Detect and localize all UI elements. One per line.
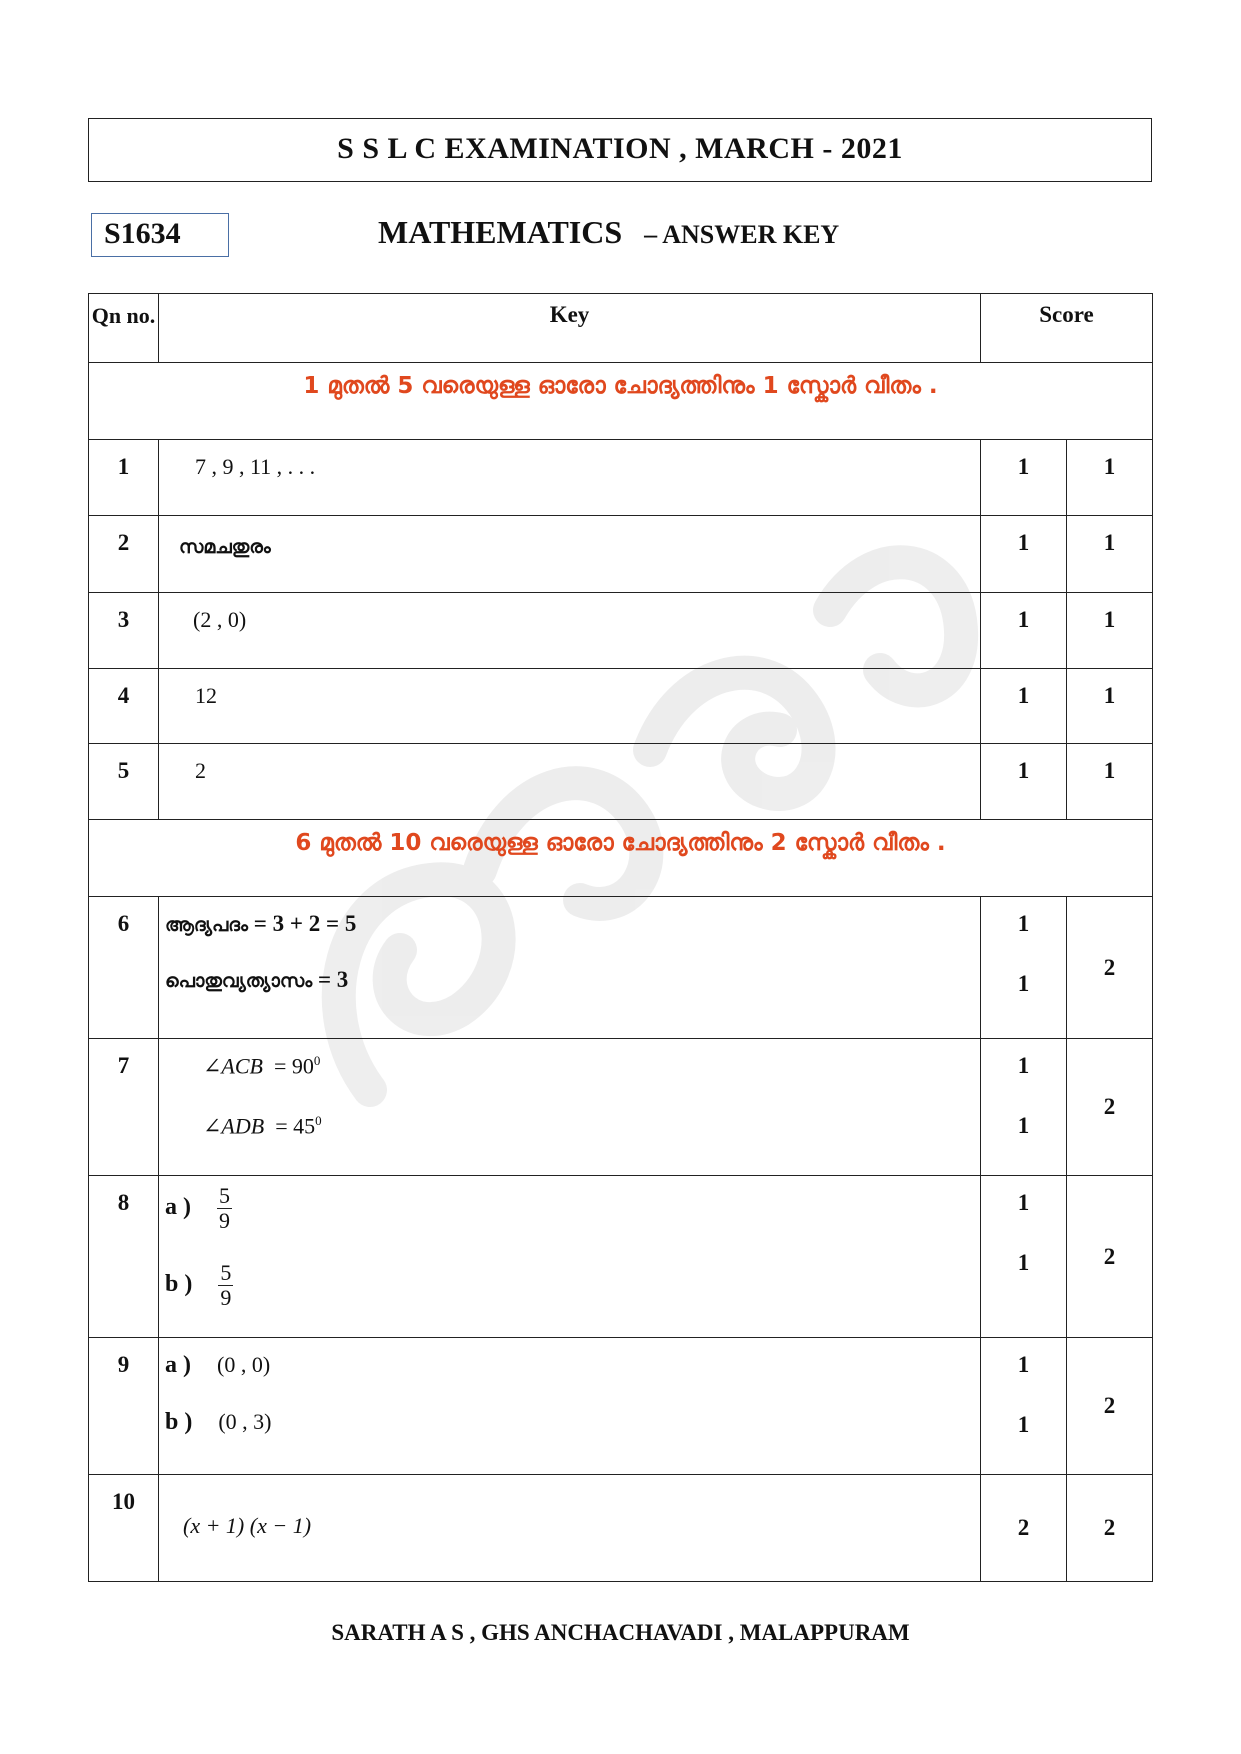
score-mark: 1	[981, 744, 1067, 820]
term-value: = 3 + 2 = 5	[248, 911, 357, 936]
answer-key-table	[88, 293, 1153, 1582]
table-row	[89, 1475, 1153, 1582]
score-total: 2	[1067, 1475, 1153, 1582]
angle-label: ∠ACB	[203, 1053, 263, 1079]
question-number: 10	[89, 1475, 159, 1582]
question-number: 4	[89, 669, 159, 744]
part-label: b )	[165, 1270, 193, 1297]
question-number: 6	[89, 897, 159, 1039]
part-label: a )	[165, 1193, 191, 1220]
fraction: $\frac{5}{9}$	[219, 1183, 230, 1233]
score-total: 2	[1067, 897, 1153, 1039]
degree-mark: 0	[315, 1113, 322, 1129]
table-row	[89, 1176, 1153, 1338]
score-mark: 1	[1017, 1190, 1030, 1215]
angle-label: ∠ADB	[203, 1113, 265, 1139]
question-number: 2	[89, 516, 159, 593]
header-key: Key	[159, 294, 981, 363]
question-number: 9	[89, 1338, 159, 1475]
score-mark: 1	[981, 669, 1067, 744]
difference-label: പൊതുവ്യത്യാസം	[165, 970, 313, 992]
term-label: ആദ്യപദം	[165, 914, 248, 936]
section-instruction: 1 മുതൽ 5 വരെയുള്ള ഓരോ ചോദ്യത്തിനും 1 സ്കോർ വീതം .	[89, 363, 1153, 440]
subject-name: MATHEMATICS	[378, 214, 623, 250]
table-row	[89, 440, 1153, 516]
table-header-row	[89, 294, 1153, 363]
answer-text: (x + 1) (x − 1)	[183, 1513, 312, 1538]
table-row	[89, 593, 1153, 669]
table-row	[89, 669, 1153, 744]
footer-credit: SARATH A S , GHS ANCHACHAVADI , MALAPPURAM	[331, 1620, 910, 1645]
score-total: 1	[1067, 440, 1153, 516]
table-row	[89, 516, 1153, 593]
section-row	[89, 363, 1153, 440]
question-number: 1	[89, 440, 159, 516]
header-qn: Qn no.	[89, 294, 159, 363]
answer-text: (0 , 0)	[217, 1352, 271, 1377]
answer-key-label: – ANSWER KEY	[644, 220, 840, 249]
part-label: b )	[165, 1409, 193, 1435]
table-row	[89, 744, 1153, 820]
part-label: a )	[165, 1352, 191, 1378]
question-number: 8	[89, 1176, 159, 1338]
score-mark: 1	[981, 516, 1067, 593]
answer-text: സമചതുരം	[179, 536, 271, 558]
header-score: Score	[981, 294, 1153, 363]
question-number: 3	[89, 593, 159, 669]
score-total: 1	[1067, 593, 1153, 669]
table-row	[89, 897, 1153, 1039]
score-mark: 1	[1017, 1113, 1030, 1138]
difference-value: = 3	[312, 967, 349, 992]
section-row	[89, 820, 1153, 897]
fraction: $\frac{5}{9}$	[220, 1260, 232, 1310]
score-mark: 2	[981, 1475, 1067, 1582]
score-total: 1	[1067, 669, 1153, 744]
section-instruction: 6 മുതൽ 10 വരെയുള്ള ഓരോ ചോദ്യത്തിനും 2 സ്കോർ വീതം .	[89, 820, 1153, 897]
score-total: 1	[1067, 744, 1153, 820]
paper-code: S1634	[91, 213, 229, 257]
answer-text: 7 , 9 , 11 , . . .	[195, 454, 316, 479]
score-mark: 1	[1017, 1053, 1030, 1078]
answer-text: (2 , 0)	[193, 607, 247, 632]
table-row	[89, 1338, 1153, 1475]
degree-mark: 0	[313, 1053, 321, 1068]
score-mark: 1	[1017, 971, 1030, 996]
table-row	[89, 1039, 1153, 1176]
answer-text: (0 , 3)	[218, 1409, 272, 1434]
score-total: 1	[1067, 516, 1153, 593]
score-total: 2	[1067, 1338, 1153, 1475]
score-mark: 1	[1017, 1412, 1030, 1437]
exam-title: S S L C EXAMINATION , MARCH - 2021	[88, 118, 1152, 182]
score-mark: 1	[981, 593, 1067, 669]
answer-text: 2	[195, 758, 206, 783]
subject-heading	[378, 214, 839, 251]
answer-text: 12	[195, 683, 217, 708]
score-total: 2	[1067, 1039, 1153, 1176]
score-mark: 1	[981, 440, 1067, 516]
score-mark: 1	[1017, 1352, 1030, 1377]
score-total: 2	[1067, 1176, 1153, 1338]
angle-value: = 90	[273, 1053, 314, 1079]
score-mark: 1	[1017, 1250, 1030, 1275]
question-number: 5	[89, 744, 159, 820]
angle-value: = 45	[275, 1113, 316, 1139]
score-mark: 1	[1017, 911, 1030, 936]
question-number: 7	[89, 1039, 159, 1176]
